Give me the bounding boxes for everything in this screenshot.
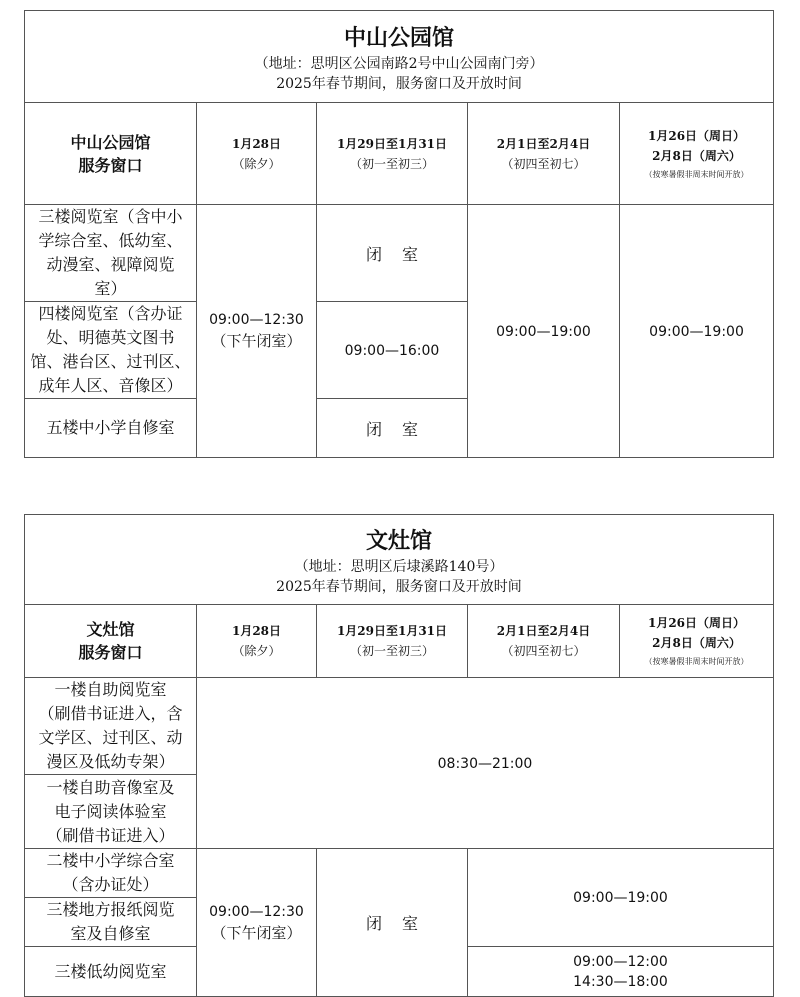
zhongshan-header-col3	[468, 103, 620, 205]
closed-cell	[317, 399, 468, 458]
table-row	[25, 399, 197, 458]
zhongshan-title: 中山公园馆	[344, 25, 455, 51]
room-name: 一楼自助阅览室 （刷借书证进入，含 文学区、过刊区、动 漫区及低幼专架）	[38, 680, 183, 771]
header-date: 2月1日至2月4日	[496, 624, 591, 638]
wenzao-subtitle: 2025年春节期间，服务窗口及开放时间	[276, 578, 522, 595]
room-name: 一楼自助音像室及 电子阅读体验室 （刷借书证进入）	[46, 777, 175, 845]
room-name: 四楼阅览室（含办证 处、明德英文图书 馆、港台区、过刊区、 成年人区、音像区）	[30, 304, 191, 395]
time-cell	[197, 849, 317, 997]
header-date: 2月8日（周六）	[652, 148, 741, 163]
zhongshan-header-col4	[620, 103, 774, 205]
wenzao-address: （地址：思明区后埭溪路140号）	[294, 558, 504, 575]
header-date: 2月1日至2月4日	[496, 136, 591, 151]
zhongshan-subtitle: 2025年春节期间，服务窗口及开放时间	[276, 75, 522, 92]
wenzao-schedule-table	[24, 514, 774, 997]
closed-cell	[317, 849, 468, 997]
time-value: 14:30—18:00	[573, 973, 668, 990]
time-cell	[317, 302, 468, 399]
table-row	[25, 775, 197, 849]
header-date: 2月8日（周六）	[652, 636, 741, 650]
table-row	[25, 678, 197, 775]
wenzao-title: 文灶馆	[365, 528, 432, 554]
table-row	[25, 947, 197, 997]
header-note: （按寒暑假非周末时间开放）	[644, 657, 749, 666]
time-value: 09:00—19:00	[496, 323, 591, 340]
wenzao-title-cell	[25, 515, 774, 605]
table-row	[25, 302, 197, 399]
time-value: 09:00—16:00	[344, 342, 440, 359]
time-cell	[197, 678, 774, 849]
wenzao-header-col3	[468, 605, 620, 678]
room-name: 五楼中小学自修室	[46, 418, 175, 437]
zhongshan-title-cell	[25, 11, 774, 103]
header-date: 1月26日（周日）	[647, 616, 746, 630]
time-value: 08:30—21:00	[437, 755, 533, 772]
time-cell	[620, 205, 774, 458]
zhongshan-header-window	[25, 103, 197, 205]
header-note: （按寒暑假非周末时间开放）	[644, 169, 749, 179]
time-value: 09:00—12:30	[209, 903, 304, 920]
room-name: 三楼阅览室（含中小 学综合室、低幼室、 动漫室、视障阅览 室）	[38, 207, 183, 298]
zhongshan-header-col1	[197, 103, 317, 205]
header-note: （初四至初七）	[501, 156, 586, 171]
room-name: 三楼低幼阅览室	[54, 961, 167, 981]
time-value: 09:00—12:00	[573, 953, 668, 970]
table-row	[25, 205, 197, 302]
zhongshan-header-col2	[317, 103, 468, 205]
time-cell	[468, 849, 774, 947]
header-note: （初一至初三）	[349, 644, 434, 658]
zhongshan-address: （地址：思明区公园南路2号中山公园南门旁）	[254, 55, 544, 72]
wenzao-header-col1	[197, 605, 317, 678]
header-date: 1月29日至1月31日	[336, 624, 448, 638]
wenzao-header-window	[25, 605, 197, 678]
header-date: 1月28日	[231, 624, 282, 638]
closed-cell	[317, 205, 468, 302]
time-note: （下午闭室）	[211, 923, 302, 942]
closed-label: 闭室	[365, 914, 438, 933]
time-value: 09:00—19:00	[649, 323, 744, 340]
time-value: 09:00—12:30	[209, 312, 304, 328]
header-note: （除夕）	[232, 644, 281, 658]
table-row	[25, 849, 197, 898]
time-value: 09:00—19:00	[573, 890, 668, 906]
wenzao-header-window-label: 文灶馆 服务窗口	[78, 620, 143, 662]
closed-label: 闭室	[365, 244, 438, 264]
room-name: 三楼地方报纸阅览 室及自修室	[46, 900, 175, 943]
room-name: 二楼中小学综合室 （含办证处）	[46, 851, 175, 894]
table-row	[25, 898, 197, 947]
zhongshan-schedule-table	[24, 10, 774, 458]
closed-label: 闭室	[365, 419, 438, 439]
header-date: 1月26日（周日）	[648, 128, 746, 143]
wenzao-header-col4	[620, 605, 774, 678]
header-note: （初四至初七）	[501, 644, 586, 658]
time-cell	[197, 205, 317, 458]
header-note: （除夕）	[232, 156, 281, 171]
time-cell	[468, 205, 620, 458]
zhongshan-header-window-label: 中山公园馆 服务窗口	[70, 132, 151, 175]
header-date: 1月28日	[231, 136, 282, 151]
time-note: （下午闭室）	[211, 332, 302, 350]
header-date: 1月29日至1月31日	[336, 136, 448, 151]
header-note: （初一至初三）	[349, 156, 434, 171]
wenzao-header-col2	[317, 605, 468, 678]
time-cell	[468, 947, 774, 997]
